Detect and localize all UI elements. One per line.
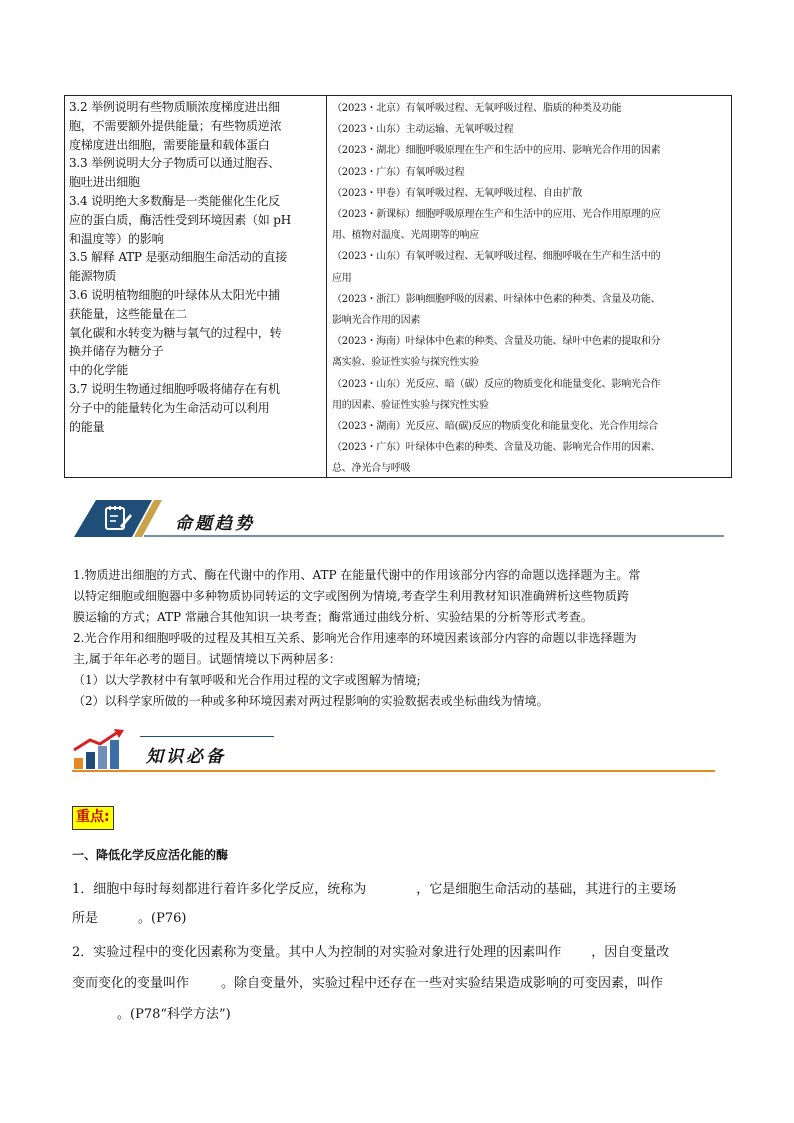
- question-1-text: 1．细胞中每时每刻都进行着许多化学反应，统称为: [72, 882, 367, 897]
- standard-line: 能源物质: [69, 269, 117, 284]
- question-2-line-1: [72, 941, 669, 960]
- trend-line: （1）以大学教材中有氧呼吸和光合作用过程的文字或图解为情境;: [73, 673, 421, 687]
- trend-line: 主,属于年年必考的题目。试题情境以下两种居多：: [73, 652, 341, 666]
- trend-line: （2）以科学家所做的一种或多种环境因素对两过程影响的实验数据表或坐标曲线为情境。: [73, 694, 549, 708]
- trend-line: 1.物质进出细胞的方式、酶在代谢中的作用、ATP 在能量代谢中的作用该部分内容的命题以选择题为主。常: [73, 568, 641, 582]
- trend-section-title: 命题趋势: [175, 514, 255, 534]
- question-2-line-2: [72, 972, 663, 991]
- question-2-text-cont: ，因自变量改: [591, 945, 670, 960]
- knowledge-section-title: 知识必备: [146, 747, 226, 767]
- exam-reference-line: （2023・广东）有氧呼吸过程: [332, 166, 465, 178]
- question-2-text: 2．实验过程中的变化因素称为变量。其中人为控制的对实验对象进行处理的因素叫作: [72, 945, 562, 960]
- exam-reference-line: （2023・山东）主动运输、无氧呼吸过程: [332, 124, 514, 136]
- exam-reference-line: 应用: [332, 272, 352, 284]
- exam-reference-line: 总、净光合与呼吸: [332, 463, 411, 475]
- exam-reference-line: （2023・山东）有氧呼吸过程、无氧呼吸过程、细胞呼吸在生产和生活中的: [332, 251, 661, 263]
- standards-column: [69, 98, 324, 436]
- question-1-line-2: [72, 907, 186, 926]
- standard-line: 3.4 说明绝大多数酶是一类能催化生化反: [69, 193, 280, 208]
- standard-line: 和温度等）的影响: [69, 231, 164, 246]
- question-2-text-cont: 。除自变量外，实验过程中还存在一些对实验结果造成影响的可变因素，叫作: [221, 976, 664, 991]
- question-2-text: 变而变化的变量叫作: [72, 976, 190, 991]
- trend-paragraph: [73, 565, 733, 712]
- standard-line: 应的蛋白质，酶活性受到环境因素（如 pH: [69, 212, 291, 227]
- exam-reference-line: （2023・海南）叶绿体中色素的种类、含量及功能、绿叶中色素的提取和分: [332, 336, 661, 348]
- enzyme-section-title: 一、降低化学反应活化能的酶: [72, 848, 229, 862]
- question-2-line-3: [72, 1003, 231, 1022]
- curriculum-table: [64, 95, 732, 478]
- standard-line: 获能量，这些能量在二: [69, 306, 188, 321]
- standard-line: 3.6 说明植物细胞的叶绿体从太阳光中捕: [69, 287, 280, 302]
- question-1-line-1: [72, 878, 676, 897]
- standard-line: 3.3 举例说明大分子物质可以通过胞吞、: [69, 156, 280, 171]
- standard-line: 的能量: [69, 419, 105, 434]
- knowledge-title-overline: [140, 736, 274, 737]
- exam-reference-line: （2023・浙江）影响细胞呼吸的因素、叶绿体中色素的种类、含量及功能、: [332, 293, 661, 305]
- exam-reference-line: （2023・北京）有氧呼吸过程、无氧呼吸过程、脂质的种类及功能: [332, 103, 622, 114]
- exam-reference-line: （2023・广东）叶绿体中色素的种类、含量及功能、影响光合作用的因素、: [332, 442, 661, 454]
- table-column-divider: [326, 96, 327, 477]
- trend-line: 以特定细胞或细胞器中多种物质协同转运的文字或图例为情境,考查学生利用教材知识准确辨析这些物质跨: [73, 589, 629, 603]
- exam-reference-line: （2023・甲卷）有氧呼吸过程、无氧呼吸过程、自由扩散: [332, 187, 583, 199]
- standard-line: 胞，不需要额外提供能量；有些物质逆浓: [69, 118, 282, 133]
- question-1-ref: 。(P76): [138, 911, 187, 926]
- exam-reference-line: （2023・新课标）细胞呼吸原理在生产和生活中的应用、光合作用原理的应: [332, 209, 661, 221]
- knowledge-orange-rule: [72, 770, 715, 772]
- exam-reference-line: 用的因素、验证性实验与探究性实验: [332, 399, 489, 411]
- exam-references-column: [332, 98, 730, 480]
- exam-reference-line: （2023・湖南）光反应、暗(碳)反应的物质变化和能量变化、光合作用综合: [332, 421, 659, 433]
- standard-line: 3.5 解释 ATP 是驱动细胞生命活动的直接: [69, 250, 288, 265]
- exam-reference-line: 影响光合作用的因素: [332, 315, 421, 327]
- question-2-ref: 。(P78“科学方法”): [117, 1007, 231, 1022]
- standard-line: 度梯度进出细胞，需要能量和载体蛋白: [69, 137, 270, 152]
- standard-line: 中的化学能: [69, 363, 129, 378]
- exam-reference-line: 离实验、验证性实验与探究性实验: [332, 357, 479, 369]
- standard-line: 氧化碳和水转变为糖与氧气的过程中，转: [69, 325, 282, 340]
- trend-section-banner: [74, 500, 724, 537]
- trend-line: 2.光合作用和细胞呼吸的过程及其相互关系、影响光合作用速率的环境因素该部分内容的命题以非选择题为: [73, 631, 637, 645]
- standard-line: 分子中的能量转化为生命活动可以利用: [69, 400, 270, 415]
- exam-reference-line: （2023・湖北）细胞呼吸原理在生产和生活中的应用、影响光合作用的因素: [332, 145, 661, 157]
- standard-line: 胞吐进出细胞: [69, 175, 140, 190]
- question-1-text-cont: ，它是细胞生命活动的基础，其进行的主要场: [416, 882, 677, 897]
- pencil-notepad-icon: [103, 504, 133, 532]
- trend-line: 膜运输的方式；ATP 常融合其他知识一块考查；酶常通过曲线分析、实验结果的分析等形式考查。: [73, 610, 593, 624]
- exam-reference-line: （2023・山东）光反应、暗（碳）反应的物质变化和能量变化、影响光合作: [332, 378, 661, 390]
- key-points-label: 重点:: [72, 806, 114, 830]
- standard-line: 3.2 举例说明有些物质顺浓度梯度进出细: [69, 100, 280, 114]
- rising-bar-chart-icon: [72, 728, 128, 770]
- standard-line: 换并储存为糖分子: [69, 344, 164, 359]
- exam-reference-line: 用、植物对温度、光周期等的响应: [332, 230, 479, 242]
- question-1-text: 所是: [72, 911, 99, 926]
- standard-line: 3.7 说明生物通过细胞呼吸将储存在有机: [69, 381, 280, 396]
